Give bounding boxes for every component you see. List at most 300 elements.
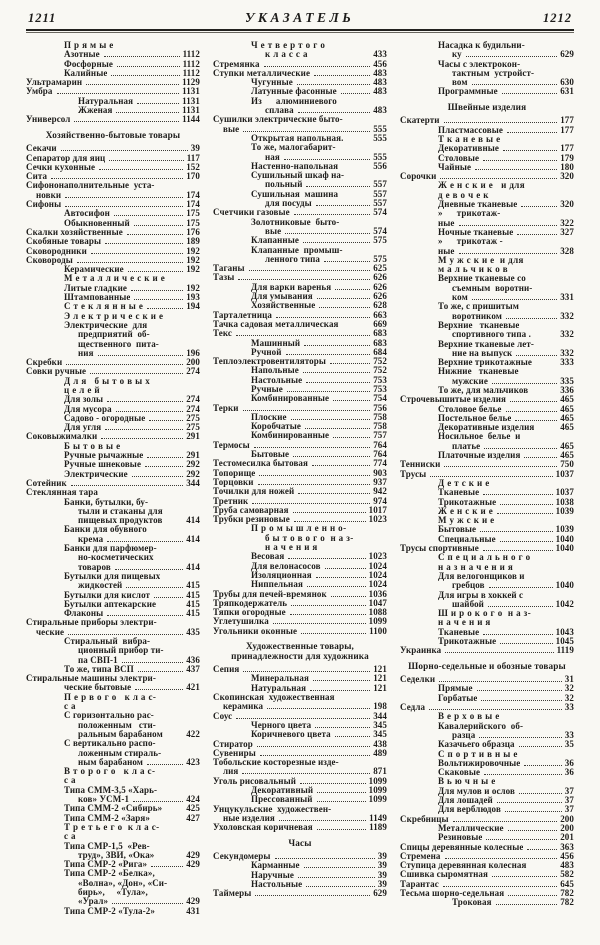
index-entry (213, 97, 387, 106)
entry-text: Стиратор (213, 739, 253, 749)
index-entry (213, 404, 387, 413)
page-number: 465 (560, 394, 574, 405)
dot-leader (502, 92, 558, 94)
entry-text: Ухоловская коричневая (213, 823, 313, 833)
index-entry (400, 470, 574, 479)
index-entry (400, 451, 574, 460)
entry-text: Наручные (251, 870, 294, 880)
entry-text: с а (64, 832, 76, 842)
entry-text: Троковая (452, 898, 492, 908)
entry-text: Седла (400, 703, 426, 713)
index-entry (400, 405, 574, 414)
index-entry (213, 171, 387, 180)
entry-text: ческие бытовые (64, 683, 132, 693)
entry-text: Трубы для печей-времянок (213, 589, 327, 599)
index-entry (400, 340, 574, 349)
entry-text: Клапанные (251, 236, 299, 246)
entry-text: «Урал» (78, 897, 109, 907)
entry-text: Угольники оконные (213, 626, 298, 636)
page-number: 1040 (555, 580, 574, 591)
entry-text: па СВП-1 (78, 655, 118, 665)
entry-text: Чугунные (251, 78, 293, 88)
index-entry (26, 172, 200, 181)
entry-text: Сушильная машина (251, 189, 339, 199)
dot-leader (430, 475, 552, 477)
entry-text: ные (438, 218, 455, 228)
index-entry (26, 60, 200, 69)
entry-text: Коробчатые (251, 422, 302, 432)
entry-text: Декоративные изделия (438, 423, 535, 433)
entry-text: Стиральные машины электри- (26, 674, 156, 684)
index-entry (213, 218, 387, 227)
dot-leader (527, 848, 557, 850)
index-entry (400, 852, 574, 861)
index-entry (213, 506, 387, 515)
entry-text: Золотниковые быто- (251, 217, 340, 227)
entry-text: Совки ручные (26, 367, 87, 377)
entry-text: Секачи (26, 144, 57, 154)
entry-text: Сита (26, 172, 48, 182)
index-entry (213, 871, 387, 880)
page-number: 645 (560, 878, 574, 889)
index-entry (213, 385, 387, 394)
entry-text: Стеклянная тара (26, 488, 98, 498)
entry-text: Терки (213, 403, 239, 413)
index-entry (26, 683, 200, 692)
page-number: 1144 (182, 114, 200, 125)
page-number: 37 (564, 804, 574, 815)
entry-text: Декоративный (251, 786, 314, 796)
page-number: 37 (564, 785, 574, 796)
dot-leader (137, 102, 179, 104)
page-number: 752 (373, 356, 387, 367)
entry-text: Резиновые (438, 833, 483, 843)
entry-text: Комбинированные (251, 394, 330, 404)
entry-text: Столовые (438, 153, 480, 163)
page-number: 782 (560, 897, 574, 908)
dot-leader (287, 390, 370, 392)
entry-text: Хозяйственные (251, 301, 316, 311)
index-entry (400, 637, 574, 646)
dot-leader (98, 354, 184, 356)
index-entry (213, 469, 387, 478)
index-entry (213, 590, 387, 599)
entry-text: Сифононаполнительные уста- (26, 181, 155, 191)
index-entry (26, 674, 200, 683)
dot-leader (444, 121, 558, 123)
dot-leader (440, 177, 557, 179)
page-number: 344 (186, 477, 200, 488)
index-entry (213, 534, 387, 543)
entry-text: Весовая (251, 552, 285, 562)
index-entry (213, 767, 387, 776)
entry-text: платье (452, 441, 481, 451)
index-entry (400, 880, 574, 889)
index-entry (26, 804, 200, 813)
entry-text: Ночные тканевые (438, 227, 514, 237)
index-entry (400, 237, 574, 246)
index-entry (26, 749, 200, 758)
dot-leader (325, 567, 366, 569)
index-entry (400, 386, 574, 395)
page-number: 344 (373, 710, 387, 721)
dot-leader (316, 204, 370, 206)
index-entry (400, 181, 574, 190)
index-entry (400, 731, 574, 740)
dot-leader (477, 689, 562, 691)
entry-text: Ступица деревянная колесная (400, 861, 527, 871)
entry-text: Специальные (438, 534, 496, 544)
entry-text: Для золы (64, 395, 104, 405)
index-entry (26, 646, 200, 655)
page-number: 335 (560, 375, 574, 386)
dot-leader (445, 651, 553, 653)
dot-leader (306, 885, 375, 887)
index-entry (26, 609, 200, 618)
page-number: 121 (373, 682, 387, 693)
page-number: 555 (373, 151, 387, 162)
index-entry (213, 702, 387, 711)
index-entry (400, 144, 574, 153)
page-number: 180 (560, 161, 574, 172)
page-number: 427 (186, 812, 200, 823)
entry-text: тактным устройст- (452, 68, 535, 78)
entry-text: Тряпкодержатель (213, 598, 288, 608)
dot-leader (303, 241, 370, 243)
dot-leader (104, 55, 180, 57)
entry-text: ков» УСМ-1 (78, 795, 130, 805)
entry-text: Натуральная (78, 96, 134, 106)
entry-text: положенным сти- (78, 720, 156, 730)
entry-text: лия (223, 767, 239, 777)
index-entry (213, 823, 387, 832)
page-number: 758 (373, 411, 387, 422)
entry-text: но-косметических (78, 553, 154, 563)
running-head (26, 10, 574, 26)
index-entry (400, 460, 574, 469)
page-number: 871 (373, 766, 387, 777)
page-number: 1088 (368, 607, 387, 618)
dot-leader (497, 801, 562, 803)
entry-text: Электрические (64, 469, 128, 479)
index-entry (213, 795, 387, 804)
index-entry (400, 815, 574, 824)
entry-text: Бутылки для пищевых (64, 571, 161, 581)
index-entry (400, 154, 574, 163)
index-entry (400, 750, 574, 759)
page-number: 1131 (182, 86, 200, 97)
entry-text: тыли и стаканы для (78, 506, 163, 516)
entry-text: Трусы (400, 469, 427, 479)
entry-text: воротником (452, 311, 503, 321)
page-number: 177 (560, 143, 574, 154)
index-entry (400, 274, 574, 283)
page-number: 429 (186, 896, 200, 907)
page-number: 1038 (555, 496, 574, 507)
dot-leader (77, 261, 183, 263)
page-number: 152 (186, 161, 200, 172)
page-number: 37 (564, 795, 574, 806)
page-number: 322 (560, 217, 574, 228)
dot-leader (86, 83, 179, 85)
page-number: 663 (373, 309, 387, 320)
index-entry (26, 786, 200, 795)
page-number: 175 (186, 208, 200, 219)
dot-leader (483, 493, 552, 495)
entry-text: Секундомеры (213, 852, 271, 862)
dot-leader (484, 447, 557, 449)
entry-text: Карманные (251, 861, 300, 871)
index-entry (213, 889, 387, 898)
dot-leader (298, 876, 375, 878)
page-number: 465 (560, 440, 574, 451)
page-number: 629 (560, 49, 574, 60)
page-number: 764 (373, 439, 387, 450)
index-entry (213, 348, 387, 357)
index-entry (26, 897, 200, 906)
index-entry (213, 301, 387, 310)
index-entry (26, 50, 200, 59)
dot-leader (147, 456, 183, 458)
dot-leader (267, 707, 370, 709)
entry-text: вом (452, 78, 468, 88)
index-entry (400, 60, 574, 69)
index-entry (26, 869, 200, 878)
entry-text: То же, с пришитым (438, 302, 519, 312)
entry-text: » трикотаж - (438, 237, 503, 247)
index-entry (213, 571, 387, 580)
index-entry (400, 256, 574, 265)
page-number: 331 (560, 292, 574, 303)
entry-text: То же, малогабарит- (251, 143, 336, 153)
entry-text: предприятий об- (78, 330, 150, 340)
index-entry (26, 600, 200, 609)
page-number: 175 (186, 217, 200, 228)
index-column-2 (213, 41, 387, 916)
index-entry (26, 181, 200, 190)
entry-text: Верхние тканевые лет- (438, 339, 534, 349)
entry-text: Тесьма шорно-седельная (400, 889, 505, 899)
index-entry (26, 209, 200, 218)
page-number: 39 (377, 860, 387, 871)
index-entry (400, 330, 574, 339)
entry-text: новки (36, 190, 62, 200)
entry-text: Тарталетница (213, 310, 272, 320)
index-entry (213, 162, 387, 171)
entry-text: Натуральная (251, 683, 307, 693)
page-number: 431 (186, 905, 200, 916)
index-entry (26, 851, 200, 860)
page-number: 575 (373, 253, 387, 264)
page-number: 292 (186, 468, 200, 479)
entry-text: П р я м ы е (64, 41, 114, 50)
dot-leader (317, 297, 370, 299)
dot-leader (117, 65, 180, 67)
index-entry (26, 154, 200, 163)
entry-text: жидкостей (78, 581, 123, 591)
entry-text: Тачка садовая металлическая (213, 319, 339, 329)
entry-text: Чайные (438, 162, 472, 172)
page-number: 626 (373, 291, 387, 302)
index-entry (26, 702, 200, 711)
index-entry (400, 209, 574, 218)
dot-leader (132, 475, 183, 477)
dot-leader (500, 642, 552, 644)
dot-leader (71, 484, 183, 486)
index-entry (213, 376, 387, 385)
entry-text: Для велонасосов (251, 561, 321, 571)
dot-leader (300, 782, 366, 784)
entry-text: пищевых продуктов (78, 516, 163, 526)
index-entry (213, 236, 387, 245)
index-entry (213, 552, 387, 561)
index-entry (400, 498, 574, 507)
entry-text: Верхние тканевые (438, 320, 520, 330)
page-number: 275 (186, 422, 200, 433)
entry-text: Типа СММ-2 «Заря» (64, 813, 150, 823)
index-entry (400, 163, 574, 172)
entry-text: Литые гладкие (64, 283, 127, 293)
dot-leader (107, 400, 183, 402)
entry-text: Стиральный вибра- (64, 637, 151, 646)
dot-leader (483, 549, 553, 551)
entry-text: ческие (36, 627, 65, 637)
page-number: 669 (373, 318, 387, 329)
dot-leader (515, 419, 557, 421)
index-entry (26, 78, 200, 87)
page-number: 758 (373, 421, 387, 432)
index-entry (213, 562, 387, 571)
page-number: 121 (373, 673, 387, 684)
entry-text: Третник (213, 496, 249, 506)
index-entry (400, 591, 574, 600)
index-entry (213, 758, 387, 767)
page-number: 456 (373, 58, 387, 69)
dot-leader (453, 820, 558, 822)
index-entry (400, 395, 574, 404)
index-entry (213, 740, 387, 749)
index-entry (213, 580, 387, 589)
page-number: 1131 (182, 105, 200, 116)
entry-text: ние на выпуск (452, 348, 513, 358)
entry-text: Таймеры (213, 889, 252, 899)
page-number: 415 (186, 608, 200, 619)
page-number: 1036 (368, 588, 387, 599)
index-entry (213, 721, 387, 730)
entry-text: Латунные фасонные (251, 87, 337, 97)
page-number: 764 (373, 449, 387, 460)
index-entry (26, 776, 200, 785)
index-entry (400, 87, 574, 96)
dot-leader (149, 419, 183, 421)
index-entry (26, 265, 200, 274)
index-entry (213, 487, 387, 496)
entry-text: Термосы (213, 440, 250, 450)
index-entry (213, 777, 387, 786)
index-entry (26, 312, 200, 321)
dot-leader (254, 446, 370, 448)
entry-text: Трикотажные (438, 497, 497, 507)
entry-text: н а ч е н и я (265, 543, 318, 553)
index-entry (400, 488, 574, 497)
entry-text: Часы с электрокон- (438, 59, 521, 69)
entry-text: Тарантас (400, 879, 439, 889)
index-entry (26, 739, 200, 748)
entry-text: Для умывания (251, 292, 313, 302)
header-rule (26, 29, 574, 33)
page-number: 415 (186, 598, 200, 609)
index-entry (26, 414, 200, 423)
index-entry (400, 78, 574, 87)
section-header: Швейные изделия (447, 101, 527, 112)
dot-leader (107, 540, 183, 542)
page-number: 1024 (368, 579, 387, 590)
entry-text: труд», ЗВИ, «Ока» (78, 850, 155, 860)
entry-text: » трикотаж- (438, 209, 501, 219)
page-number: 1037 (555, 468, 574, 479)
page-number: 1099 (368, 775, 387, 786)
page-number: 1040 (555, 543, 574, 554)
page-number: 274 (186, 403, 200, 414)
index-entry (213, 441, 387, 450)
index-entry (213, 199, 387, 208)
entry-text: Умбра (26, 87, 53, 97)
dot-leader (127, 233, 183, 235)
page-number: 192 (186, 245, 200, 256)
page-number: 1047 (368, 597, 387, 608)
index-entry (213, 366, 387, 375)
page-number: 414 (186, 561, 200, 572)
page-number: 1040 (555, 533, 574, 544)
page-number: 274 (186, 366, 200, 377)
page-number: 196 (186, 347, 200, 358)
dot-leader (312, 464, 370, 466)
dot-leader (61, 149, 188, 151)
dot-leader (301, 632, 366, 634)
page-number: 33 (564, 702, 574, 713)
page-number: 555 (373, 123, 387, 134)
index-entry (26, 395, 200, 404)
index-entry (26, 618, 200, 627)
index-entry (400, 69, 574, 78)
entry-text: спортивного типа . (452, 330, 531, 340)
entry-text: Флаконы (64, 609, 104, 619)
dot-leader (429, 708, 562, 710)
index-entry (26, 767, 200, 776)
entry-text: Скребки (26, 358, 63, 368)
entry-text: Платочные изделия (438, 451, 521, 461)
dot-leader (480, 530, 552, 532)
entry-text: бирь», «Тула», (78, 888, 148, 898)
dot-leader (333, 399, 370, 401)
index-entry (213, 246, 387, 255)
page-number: 489 (373, 747, 387, 758)
entry-text: Настенно-напольная (251, 161, 339, 171)
index-entry (400, 442, 574, 451)
entry-text: Автосифон (64, 209, 110, 219)
page-number: 31 (564, 674, 574, 685)
dot-leader (331, 595, 366, 597)
page-number: 332 (560, 347, 574, 358)
section-header: Художественные товары, принадлежности для художника (231, 641, 369, 661)
dot-leader (324, 260, 370, 262)
entry-text: Универсол (26, 115, 71, 125)
page-number: 423 (186, 756, 200, 767)
dot-leader (116, 410, 183, 412)
entry-text: С вертикально распо- (64, 739, 156, 749)
entry-text: Ж е н с к и е (438, 506, 494, 516)
entry-text: Соус (213, 711, 233, 721)
